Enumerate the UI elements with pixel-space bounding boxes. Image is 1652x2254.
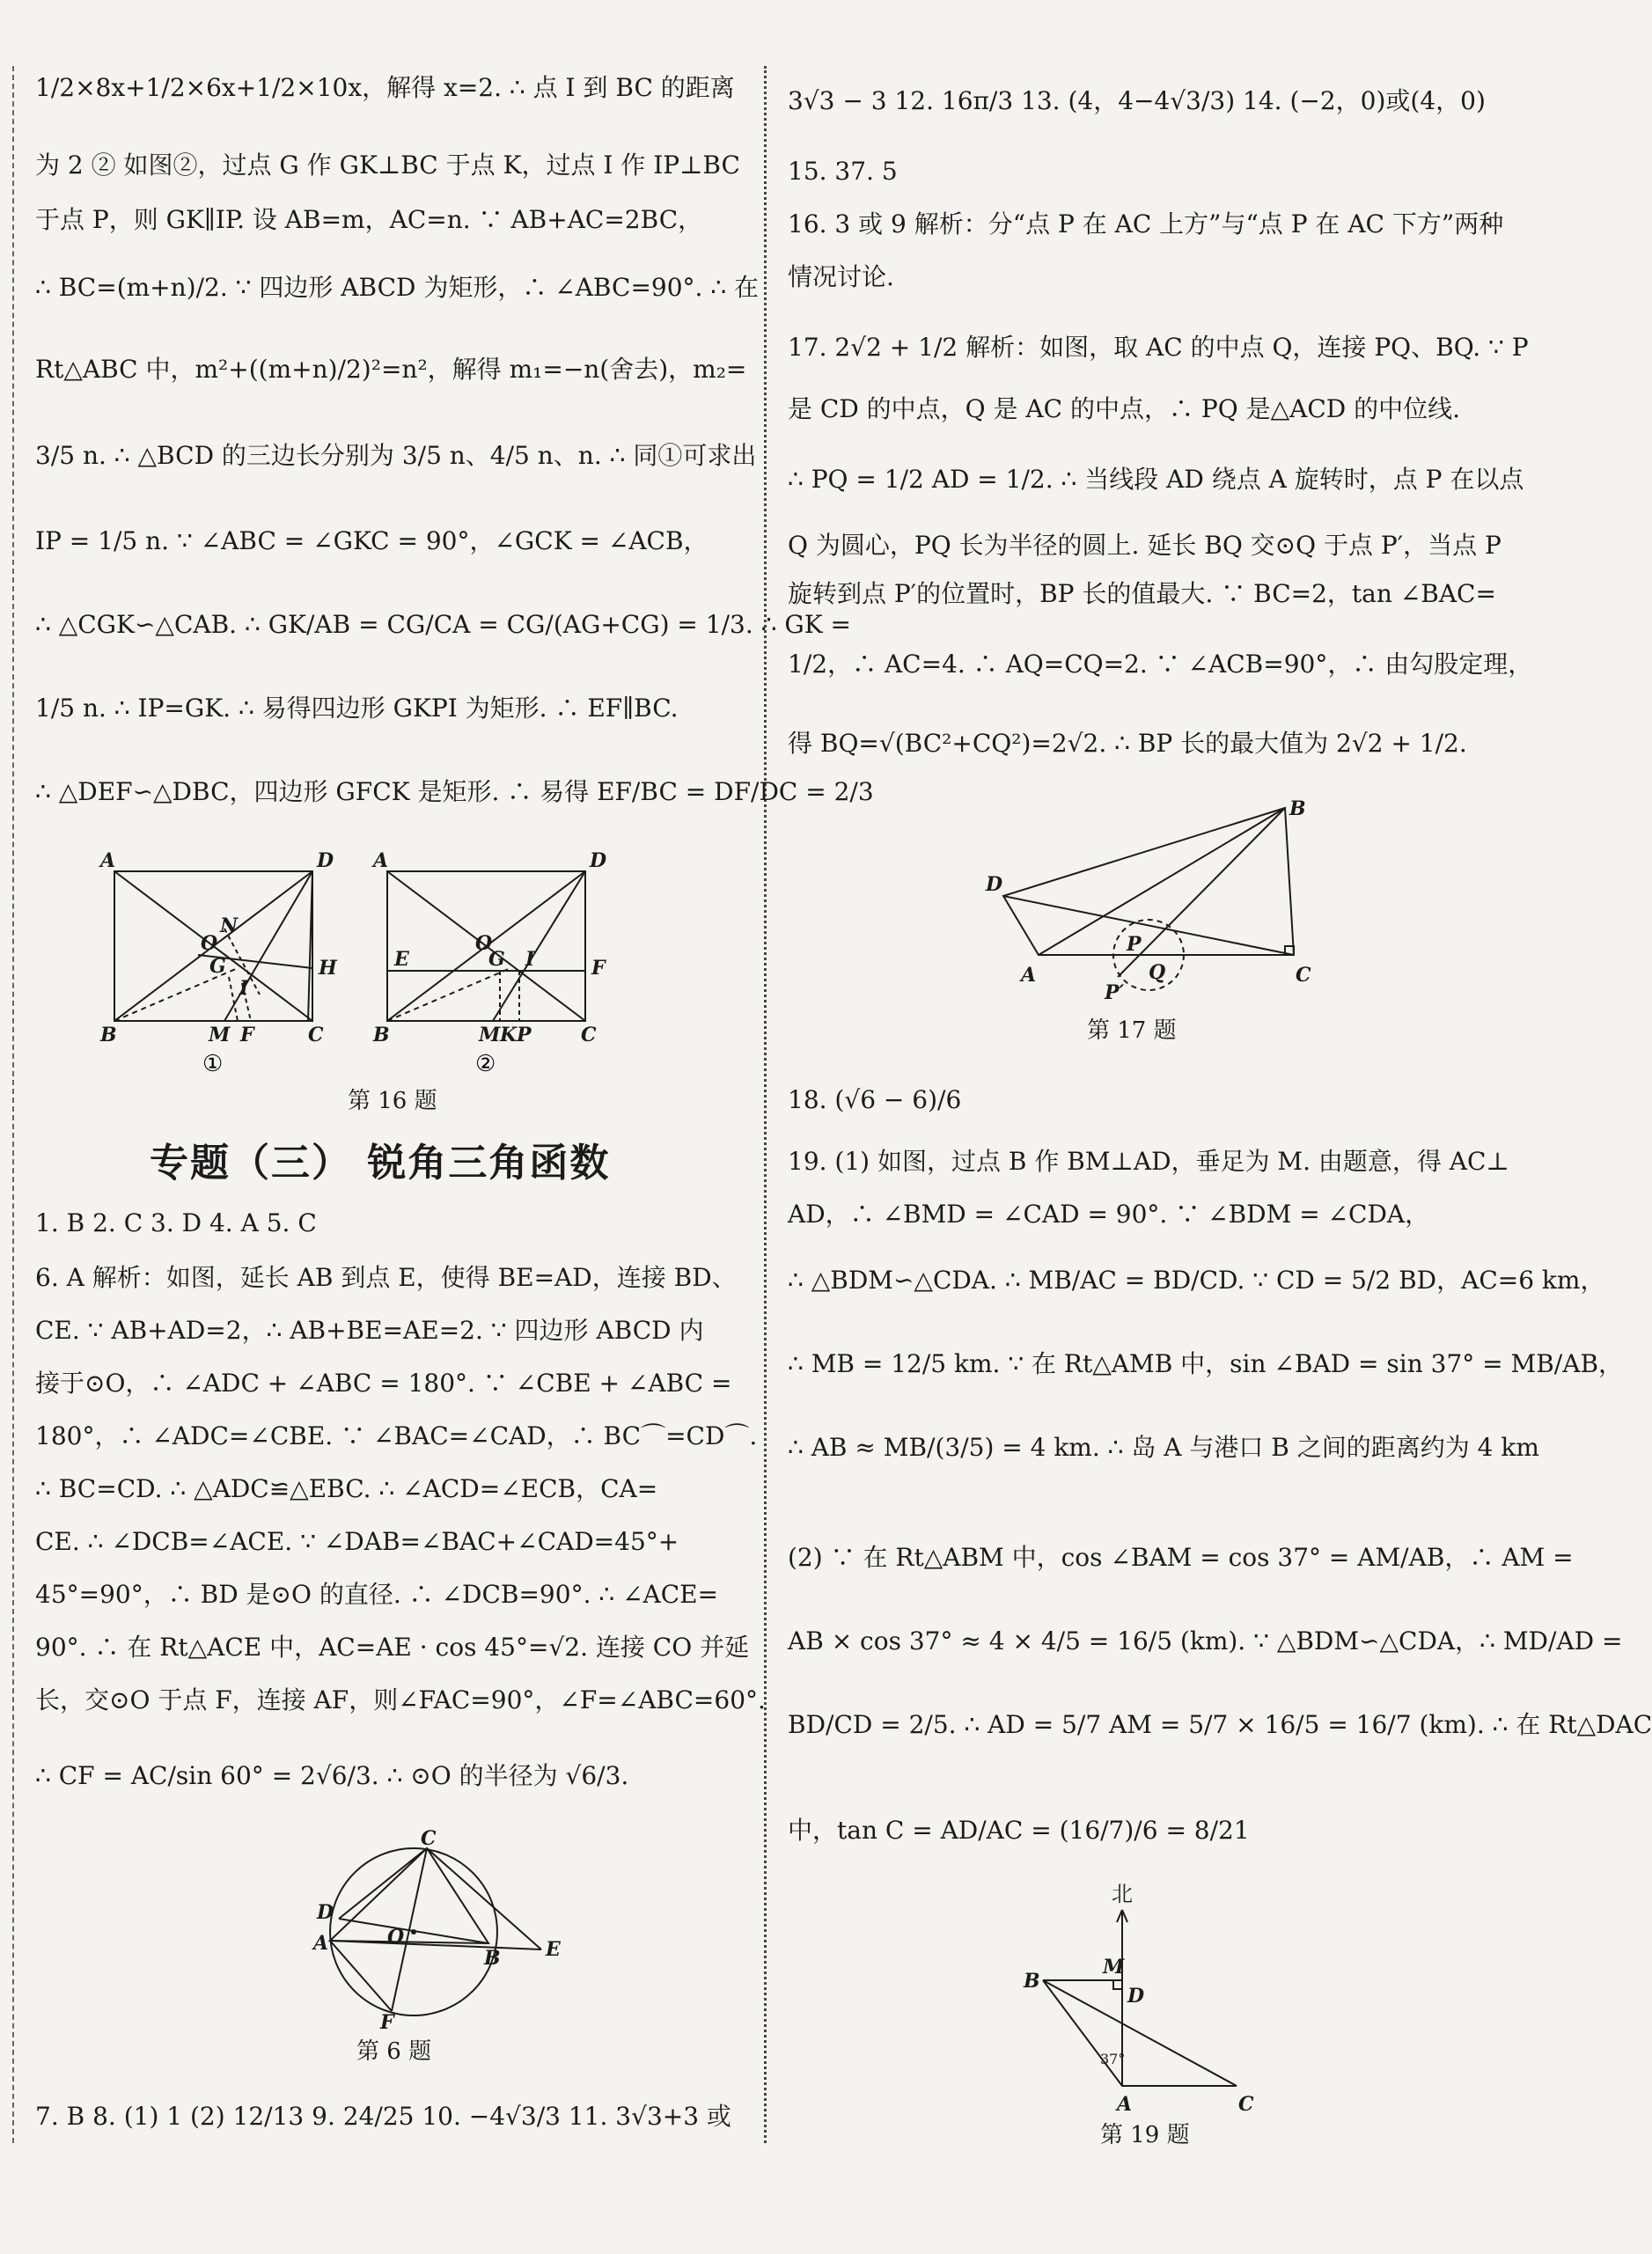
text-line: 得 BQ=√(BC²+CQ²)=2√2. ∴ BP 长的最大值为 2√2 + 1/2. bbox=[788, 729, 1467, 758]
fig16-sub1-label: ① bbox=[202, 1051, 224, 1077]
fig16-caption: 第 16 题 bbox=[348, 1088, 437, 1114]
svg-text:O: O bbox=[475, 932, 493, 955]
fig17-caption: 第 17 题 bbox=[1087, 1017, 1177, 1044]
text-line: ∴ CF = AC/sin 60° = 2√6/3. ∴ ⊙O 的半径为 √6/3. bbox=[35, 1761, 629, 1790]
text-line: 17. 2√2 + 1/2 解析：如图，取 AC 的中点 Q，连接 PQ、BQ. ∵ P bbox=[788, 333, 1529, 362]
svg-text:A: A bbox=[1021, 964, 1037, 987]
text-line: 16. 3 或 9 解析：分“点 P 在 AC 上方”与“点 P 在 AC 下方”两种 bbox=[788, 209, 1504, 239]
text-line: ∴ △BDM∽△CDA. ∴ MB/AC = BD/CD. ∵ CD = 5/2 BD，AC=6 km， bbox=[788, 1266, 1605, 1295]
text-line: ∴ MB = 12/5 km. ∵ 在 Rt△AMB 中，sin ∠BAD = sin 37° = MB/AB， bbox=[788, 1349, 1624, 1378]
text-line: 18. (√6 − 6)/6 bbox=[788, 1085, 962, 1114]
svg-text:M: M bbox=[479, 1024, 501, 1046]
text-line: AD，∴ ∠BMD = ∠CAD = 90°. ∵ ∠BDM = ∠CDA， bbox=[788, 1200, 1430, 1229]
text-line: 6. A 解析：如图，延长 AB 到点 E，使得 BE=AD，连接 BD、 bbox=[35, 1263, 737, 1292]
svg-text:D: D bbox=[317, 1901, 334, 1924]
svg-text:G: G bbox=[209, 955, 226, 978]
svg-text:E: E bbox=[546, 1938, 561, 1961]
text-line: ∴ △DEF∽△DBC，四边形 GFCK 是矩形. ∴ 易得 EF/BC = DF/DC = 2/3 bbox=[35, 777, 874, 806]
svg-text:C: C bbox=[421, 1827, 437, 1850]
text-line: 为 2 ② 如图②，过点 G 作 GK⊥BC 于点 K，过点 I 作 IP⊥BC bbox=[35, 151, 740, 180]
svg-text:C: C bbox=[1296, 964, 1311, 987]
svg-text:I: I bbox=[525, 948, 535, 971]
text-line: 中，tan C = AD/AC = (16/7)/6 = 8/21 bbox=[788, 1816, 1250, 1845]
svg-text:P: P bbox=[1127, 933, 1142, 956]
text-line: ∴ AB ≈ MB/(3/5) = 4 km. ∴ 岛 A 与港口 B 之间的距离约为 4 km bbox=[788, 1433, 1539, 1462]
fig6-caption: 第 6 题 bbox=[356, 2038, 432, 2065]
svg-text:P: P bbox=[517, 1024, 532, 1046]
svg-text:A: A bbox=[1117, 2093, 1133, 2116]
text-line: 情况讨论. bbox=[788, 262, 894, 291]
svg-text:N: N bbox=[220, 914, 239, 937]
text-line: CE. ∴ ∠DCB=∠ACE. ∵ ∠DAB=∠BAC+∠CAD=45°+ bbox=[35, 1527, 679, 1556]
text-line: 长，交⊙O 于点 F，连接 AF，则∠FAC=90°，∠F=∠ABC=60°. bbox=[35, 1685, 766, 1714]
text-line: 1/5 n. ∴ IP=GK. ∴ 易得四边形 GKPI 为矩形. ∴ EF∥BC. bbox=[35, 694, 679, 723]
figure-16 bbox=[97, 841, 660, 1077]
right-column bbox=[788, 0, 1652, 2254]
text-line: ∴ BC=CD. ∴ △ADC≌△EBC. ∴ ∠ACD=∠ECB，CA= bbox=[35, 1474, 658, 1503]
svg-text:B: B bbox=[373, 1024, 390, 1046]
text-line: 3√3 − 3 12. 16π/3 13. (4，4−4√3/3) 14. (−2，0)或(4，0) bbox=[788, 86, 1486, 115]
svg-text:K: K bbox=[500, 1024, 518, 1046]
text-line: 90°. ∴ 在 Rt△ACE 中，AC=AE · cos 45°=√2. 连接 CO 并延 bbox=[35, 1633, 750, 1662]
svg-text:C: C bbox=[581, 1024, 597, 1046]
text-line: 1/2，∴ AC=4. ∴ AQ=CQ=2. ∵ ∠ACB=90°，∴ 由勾股定理， bbox=[788, 650, 1533, 679]
text-line: 1/2×8x+1/2×6x+1/2×10x，解得 x=2. ∴ 点 I 到 BC 的距离 bbox=[35, 73, 735, 102]
text-line: 接于⊙O，∴ ∠ADC + ∠ABC = 180°. ∵ ∠CBE + ∠ABC = bbox=[35, 1369, 732, 1398]
fig19-caption: 第 19 题 bbox=[1100, 2122, 1190, 2148]
svg-text:A: A bbox=[313, 1932, 329, 1955]
figure-17 bbox=[986, 792, 1320, 1012]
svg-text:B: B bbox=[484, 1947, 501, 1970]
text-line: 15. 37. 5 bbox=[788, 157, 898, 186]
svg-text:A: A bbox=[373, 849, 389, 872]
text-line: 1. B 2. C 3. D 4. A 5. C bbox=[35, 1208, 317, 1237]
text-line: IP = 1/5 n. ∵ ∠ABC = ∠GKC = 90°，∠GCK = ∠ACB， bbox=[35, 526, 709, 555]
fig19-north-label: 北 bbox=[1112, 1882, 1133, 1906]
text-line: 于点 P，则 GK∥IP. 设 AB=m，AC=n. ∵ AB+AC=2BC， bbox=[35, 205, 703, 234]
text-line: 是 CD 的中点，Q 是 AC 的中点，∴ PQ 是△ACD 的中位线. bbox=[788, 394, 1460, 423]
text-line: Rt△ABC 中，m²+((m+n)/2)²=n²，解得 m₁=−n(舍去)，m₂= bbox=[35, 355, 747, 384]
svg-text:F: F bbox=[240, 1024, 254, 1046]
text-line: ∴ PQ = 1/2 AD = 1/2. ∴ 当线段 AD 绕点 A 旋转时，点 P 在以点 bbox=[788, 465, 1524, 494]
svg-text:I: I bbox=[239, 977, 249, 1000]
svg-text:D: D bbox=[986, 873, 1003, 896]
svg-text:M: M bbox=[1103, 1956, 1125, 1979]
figure-6 bbox=[273, 1827, 563, 2034]
text-line: 19. (1) 如图，过点 B 作 BM⊥AD，垂足为 M. 由题意，得 AC⊥ bbox=[788, 1147, 1509, 1176]
text-line: 3/5 n. ∴ △BCD 的三边长分别为 3/5 n、4/5 n、n. ∴ 同①可求出 bbox=[35, 441, 757, 470]
text-line: 180°，∴ ∠ADC=∠CBE. ∵ ∠BAC=∠CAD，∴ BC⌒=CD⌒. bbox=[35, 1421, 758, 1450]
svg-text:F: F bbox=[380, 2011, 394, 2034]
svg-text:C: C bbox=[1238, 2093, 1254, 2116]
text-line: 旋转到点 P′的位置时，BP 长的值最大. ∵ BC=2，tan ∠BAC= bbox=[788, 579, 1496, 608]
text-line: CE. ∵ AB+AD=2，∴ AB+BE=AE=2. ∵ 四边形 ABCD 内 bbox=[35, 1316, 704, 1345]
binding-margin-rule bbox=[12, 66, 14, 2143]
svg-text:G: G bbox=[488, 948, 505, 971]
svg-text:D: D bbox=[590, 849, 607, 872]
svg-text:P′: P′ bbox=[1105, 981, 1125, 1004]
svg-text:B: B bbox=[1024, 1970, 1040, 1993]
svg-text:M: M bbox=[209, 1024, 231, 1046]
text-line: 45°=90°，∴ BD 是⊙O 的直径. ∴ ∠DCB=90°. ∴ ∠ACE= bbox=[35, 1580, 719, 1609]
text-line: AB × cos 37° ≈ 4 × 4/5 = 16/5 (km). ∵ △BDM∽△CDA，∴ MD/AD = bbox=[788, 1626, 1623, 1656]
svg-text:D: D bbox=[1127, 1985, 1145, 2008]
fig19-angle-label: 37° bbox=[1100, 2051, 1126, 2067]
svg-text:O: O bbox=[387, 1926, 405, 1949]
section-heading: 专题（三） 锐角三角函数 bbox=[150, 1141, 611, 1186]
svg-text:C: C bbox=[308, 1024, 324, 1046]
text-line: BD/CD = 2/5. ∴ AD = 5/7 AM = 5/7 × 16/5 = 16/7 (km). ∴ 在 Rt△DAC bbox=[788, 1710, 1652, 1739]
svg-text:O: O bbox=[201, 932, 218, 955]
svg-text:D: D bbox=[317, 849, 334, 872]
svg-text:H: H bbox=[319, 957, 337, 980]
text-line: ∴ BC=(m+n)/2. ∵ 四边形 ABCD 为矩形，∴ ∠ABC=90°. ∴ 在 bbox=[35, 273, 760, 302]
svg-text:F: F bbox=[591, 957, 606, 980]
text-line: ∴ △CGK∽△CAB. ∴ GK/AB = CG/CA = CG/(AG+CG) = 1/3. ∴ GK = bbox=[35, 610, 851, 639]
svg-text:B: B bbox=[100, 1024, 117, 1046]
figure-19 bbox=[999, 1875, 1289, 2121]
svg-text:E: E bbox=[394, 948, 409, 971]
fig17-quad bbox=[1003, 808, 1294, 955]
column-divider bbox=[764, 66, 767, 2143]
text-line: (2) ∵ 在 Rt△ABM 中，cos ∠BAM = cos 37° = AM/AB，∴ AM = bbox=[788, 1543, 1574, 1572]
text-line: 7. B 8. (1) 1 (2) 12/13 9. 24/25 10. −4√3/3 11. 3√3+3 或 bbox=[35, 2102, 731, 2131]
svg-text:B: B bbox=[1289, 797, 1306, 820]
svg-text:A: A bbox=[100, 849, 116, 872]
fig16-sub2-label: ② bbox=[475, 1051, 496, 1077]
svg-text:Q: Q bbox=[1149, 961, 1166, 984]
text-line: Q 为圆心，PQ 长为半径的圆上. 延长 BQ 交⊙Q 于点 P′，当点 P bbox=[788, 531, 1501, 560]
